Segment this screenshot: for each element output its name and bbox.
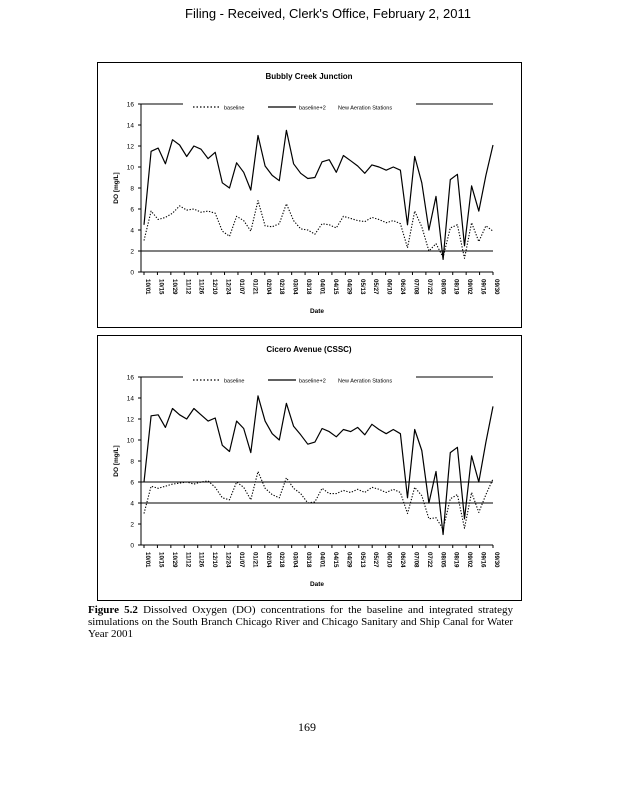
c0-y-tick-label: 2 [130,248,134,256]
c1-x-tick-label: 06/24 [399,552,407,568]
c1-x-tick-label: 07/22 [425,552,433,568]
c1-x-tick-label: 05/13 [358,552,366,568]
c1-x-tick-label: 02/18 [278,552,286,568]
c0-x-axis-label: Date [309,308,325,315]
chart-bubbly-creek [97,62,522,328]
c0-x-tick-label: 05/27 [372,279,380,295]
c0-y-tick-label: 8 [130,185,134,193]
c1-y-tick-label: 8 [130,458,134,466]
figure-label: Figure 5.2 [88,604,138,616]
c0-x-tick-label: 09/16 [479,279,487,295]
c0-x-tick-label: 12/10 [211,279,219,295]
c0-legend-label-baseline: baseline [224,105,245,112]
c1-x-tick-label: 10/01 [144,552,151,568]
c0-y-tick-label: 10 [126,164,134,172]
chart-cicero-avenue [97,335,522,601]
c1-chart-title: Cicero Avenue (CSSC) [266,345,352,354]
c0-legend-label-integrated: baseline+2 [299,105,326,112]
c1-x-tick-label: 01/07 [237,552,245,568]
c1-legend-label-baseline: baseline [224,378,245,385]
c0-y-axis-label: DO [mg/L] [113,172,120,204]
c1-x-tick-label: 09/30 [493,552,500,568]
c0-y-tick-label: 4 [130,227,134,235]
c0-x-tick-label: 11/26 [197,279,205,295]
c1-x-tick-label: 09/16 [479,552,487,568]
c1-series-line-integrated [144,396,493,535]
c1-legend-label-integrated: baseline+2 [299,378,326,385]
c0-series-line-integrated [144,130,493,259]
c0-legend-label-stations: New Aeration Stations [338,105,393,112]
c1-x-tick-label: 07/08 [412,552,420,568]
c0-x-tick-label: 11/12 [184,279,192,295]
c1-x-tick-label: 04/29 [345,552,353,568]
c0-x-tick-label: 09/30 [493,279,500,295]
c1-x-tick-label: 04/01 [318,552,326,568]
chart-svg-bubbly-creek [98,63,521,327]
c1-y-tick-label: 10 [126,437,134,445]
c1-x-tick-label: 12/24 [224,552,232,568]
c0-x-tick-label: 08/05 [439,279,447,295]
c0-y-tick-label: 14 [126,122,134,130]
c1-x-tick-label: 06/10 [385,552,393,568]
c1-y-tick-label: 16 [126,374,134,382]
c1-x-tick-label: 03/04 [291,552,299,568]
c0-y-tick-label: 0 [130,269,134,277]
c1-x-tick-label: 10/15 [157,552,165,568]
c0-x-tick-label: 01/07 [237,279,245,295]
c0-x-tick-label: 02/04 [264,279,272,295]
c0-x-tick-label: 04/15 [331,279,339,295]
c1-x-tick-label: 08/19 [452,552,460,568]
c0-x-tick-label: 09/02 [466,279,474,295]
c1-series-line-baseline [144,472,493,530]
filing-header: Filing - Received, Clerk's Office, February 2, 2011 [185,6,471,21]
figure-caption [88,604,513,640]
figure-caption-text: Dissolved Oxygen (DO) concentrations for the baseline and integrated strategy simulations on the South Branch Chicago River and Chicago Sanitary and Ship Canal for Water Year 2001 [88,604,513,640]
c1-x-tick-label: 09/02 [466,552,474,568]
c0-x-tick-label: 06/10 [385,279,393,295]
c1-y-tick-label: 14 [126,395,134,403]
c1-x-axis-label: Date [309,581,325,588]
c0-x-tick-label: 10/01 [144,279,151,295]
c1-y-tick-label: 12 [126,416,134,424]
c1-x-tick-label: 03/18 [305,552,313,568]
c1-x-tick-label: 08/05 [439,552,447,568]
c0-x-tick-label: 04/01 [318,279,326,295]
c1-y-tick-label: 4 [130,500,134,508]
c0-x-tick-label: 01/21 [251,279,259,295]
c1-x-tick-label: 05/27 [372,552,380,568]
c0-x-tick-label: 06/24 [399,279,407,295]
c0-x-tick-label: 10/15 [157,279,165,295]
page-number: 169 [298,720,316,734]
c0-x-tick-label: 12/24 [224,279,232,295]
c0-x-tick-label: 07/22 [425,279,433,295]
c0-x-tick-label: 08/19 [452,279,460,295]
c1-x-tick-label: 01/21 [251,552,259,568]
c1-y-tick-label: 0 [130,542,134,550]
c0-chart-title: Bubbly Creek Junction [265,72,353,81]
c0-y-tick-label: 12 [126,143,134,151]
c0-x-tick-label: 05/13 [358,279,366,295]
c0-y-tick-label: 16 [126,101,134,109]
c1-y-tick-label: 2 [130,521,134,529]
c0-x-tick-label: 04/29 [345,279,353,295]
c0-x-tick-label: 03/04 [291,279,299,295]
c0-x-tick-label: 03/18 [305,279,313,295]
c1-x-tick-label: 02/04 [264,552,272,568]
c1-x-tick-label: 12/10 [211,552,219,568]
c1-x-tick-label: 04/15 [331,552,339,568]
c0-x-tick-label: 07/08 [412,279,420,295]
c1-y-tick-label: 6 [130,479,134,487]
c0-series-line-baseline [144,201,493,259]
c1-x-tick-label: 11/12 [184,552,192,568]
c1-legend-label-stations: New Aeration Stations [338,378,393,385]
c0-x-tick-label: 02/18 [278,279,286,295]
c1-x-tick-label: 11/26 [197,552,205,568]
c0-y-tick-label: 6 [130,206,134,214]
c1-x-tick-label: 10/29 [170,552,178,568]
c0-x-tick-label: 10/29 [170,279,178,295]
chart-svg-cicero-avenue [98,336,521,600]
c1-y-axis-label: DO [mg/L] [113,445,120,477]
